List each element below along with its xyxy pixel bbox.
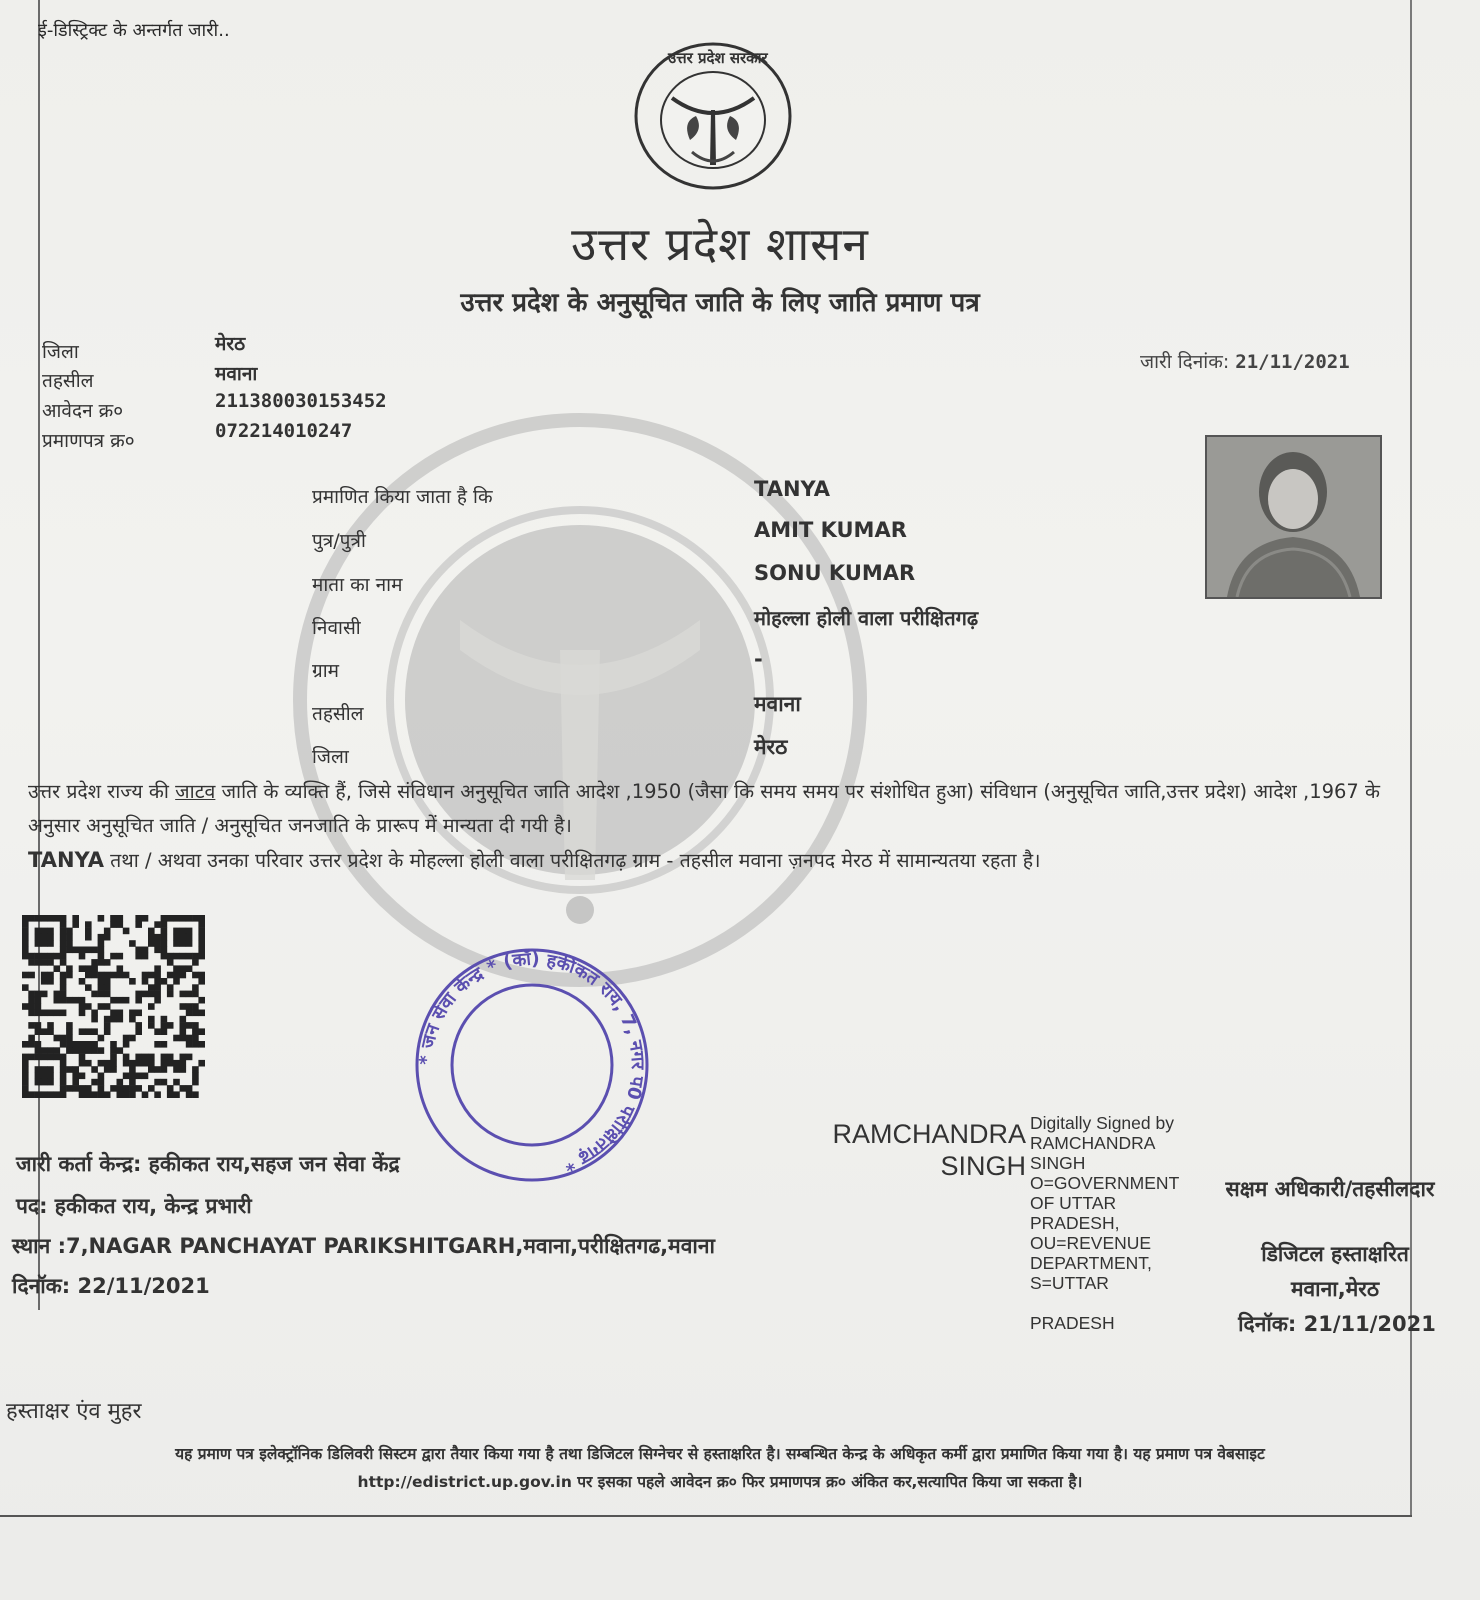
signature-detail-line: PRADESH (1030, 1313, 1115, 1333)
body-holder-name: TANYA (28, 848, 104, 872)
sign-and-seal-label: हस्ताक्षर एंव मुहर (6, 1399, 142, 1424)
digital-signature-details (1030, 1113, 1179, 1333)
certificate-number: 072214010247 (215, 420, 353, 442)
certificate-body: उत्तर प्रदेश राज्य की जाटव जाति के व्यक्ति हैं, जिसे संविधान अनुसूचित जाति आदेश ,1950 (जैसा कि समय समय पर संशोधित हुआ) संविधान (अनुसूचित जाति,उत्तर प्रदेश) आदेश ,1967 के अनुसार अनुसूचित जाति / अनुसूचित जनजाति के प्रारूप में मान्यता दी गयी है। TANYA तथा / अथवा उनका परिवार उत्तर प्रदेश के मोहल्ला होली वाला परीक्षितगढ़ ग्राम - तहसील मवाना ज़नपद मेरठ में सामान्यतया रहता है। (28, 780, 1381, 872)
village-value: - (754, 647, 763, 671)
issued-under-note: ई-डिस्ट्रिक्ट के अन्तर्गत जारी.. (38, 20, 230, 41)
emblem-text: उत्तर प्रदेश सरकार (668, 49, 768, 67)
signature-detail-line: DEPARTMENT, (1030, 1253, 1152, 1273)
resident-label: निवासी (312, 617, 361, 639)
issuing-center: जारी कर्ता केन्द्र: हकीकत राय,सहज जन सेवा केंद्र (16, 1152, 400, 1176)
district-label: जिला (42, 341, 79, 363)
certificate-subtitle: उत्तर प्रदेश के अनुसूचित जाति के लिए जाति प्रमाण पत्र (460, 288, 980, 318)
issuer-place: स्थान :7,NAGAR PANCHAYAT PARIKSHITGARH,मवाना,परीक्षितगढ,मवाना (12, 1234, 715, 1258)
person-tehsil-value: मवाना (754, 692, 801, 716)
applicant-photo (1205, 435, 1382, 599)
parent-label: पुत्र/पुत्री (312, 530, 366, 552)
qr-code-icon (22, 915, 212, 1100)
issue-date (1140, 348, 1350, 374)
signature-detail-line: PRADESH, (1030, 1213, 1120, 1233)
district-value: मेरठ (215, 333, 246, 355)
certificate-label: प्रमाणपत्र क्र० (42, 430, 135, 452)
signature-detail-line: S=UTTAR (1030, 1273, 1109, 1293)
certified-label: प्रमाणित किया जाता है कि (312, 486, 493, 508)
village-label: ग्राम (312, 660, 339, 682)
issuer-post: पद: हकीकत राय, केन्द्र प्रभारी (16, 1194, 252, 1218)
issuer-date: दिनॉक: 22/11/2021 (12, 1274, 210, 1298)
tehsil-value: मवाना (215, 363, 258, 385)
signature-detail-line: SINGH (1030, 1153, 1086, 1173)
tehsil-label: तहसील (42, 370, 94, 392)
person-district-label: जिला (312, 746, 349, 768)
applicant-portrait-icon (1207, 437, 1380, 597)
signature-detail-line: OU=REVENUE (1030, 1233, 1152, 1253)
signature-date: दिनॉक: 21/11/2021 (1238, 1312, 1436, 1336)
digitally-signed-label: डिजिटल हस्ताक्षरित (1261, 1242, 1409, 1266)
signatory-name: RAMCHANDRA SINGH (832, 1119, 1026, 1181)
mother-name: SONU KUMAR (754, 561, 916, 585)
application-number: 211380030153452 (215, 390, 387, 412)
signature-detail-line (1030, 1293, 1179, 1313)
caste-name: जाटव (175, 780, 216, 803)
issue-date-label: जारी दिनांक: (1140, 351, 1230, 373)
signature-detail-line: OF UTTAR (1030, 1193, 1117, 1213)
resident-value: मोहल्ला होली वाला परीक्षितगढ़ (754, 606, 979, 630)
holder-name: TANYA (754, 477, 830, 501)
person-tehsil-label: तहसील (312, 703, 364, 725)
father-name: AMIT KUMAR (754, 518, 907, 542)
border-bottom (0, 1515, 1412, 1517)
signature-detail-line: Digitally Signed by (1030, 1113, 1174, 1133)
border-left (38, 0, 40, 1310)
issue-date-value: 21/11/2021 (1235, 351, 1350, 373)
page-title: उत्तर प्रदेश शासन (571, 217, 869, 271)
application-label: आवेदन क्र० (42, 400, 124, 422)
stamp-text: * जन सेवा केन्द्र * (कॉ) हकीकत राय, 7, नगर प0 परीक्षितगढ़ * (415, 948, 649, 1176)
signature-detail-line: RAMCHANDRA (1030, 1133, 1156, 1153)
seva-kendra-stamp-icon (412, 945, 652, 1185)
signature-detail-line: O=GOVERNMENT (1030, 1173, 1180, 1193)
verification-note: यह प्रमाण पत्र इलेक्ट्रॉनिक डिलिवरी सिस्टम द्वारा तैयार किया गया है तथा डिजिटल सिग्नेचर से हस्ताक्षरित है। सम्बन्धित केन्द्र के अधिकृत कर्मी द्वारा प्रमाणित किया गया है। यह प्रमाण पत्र वेबसाइट http://edistrict.up.gov.in पर इसका पहले आवेदन क्र० फिर प्रमाणपत्र क्र० अंकित कर,सत्यापित किया जा सकता है। (175, 1445, 1265, 1491)
signature-location: मवाना,मेरठ (1290, 1277, 1380, 1301)
authority-title: सक्षम अधिकारी/तहसीलदार (1225, 1177, 1435, 1201)
mother-label: माता का नाम (312, 574, 403, 596)
person-district-value: मेरठ (754, 735, 788, 759)
